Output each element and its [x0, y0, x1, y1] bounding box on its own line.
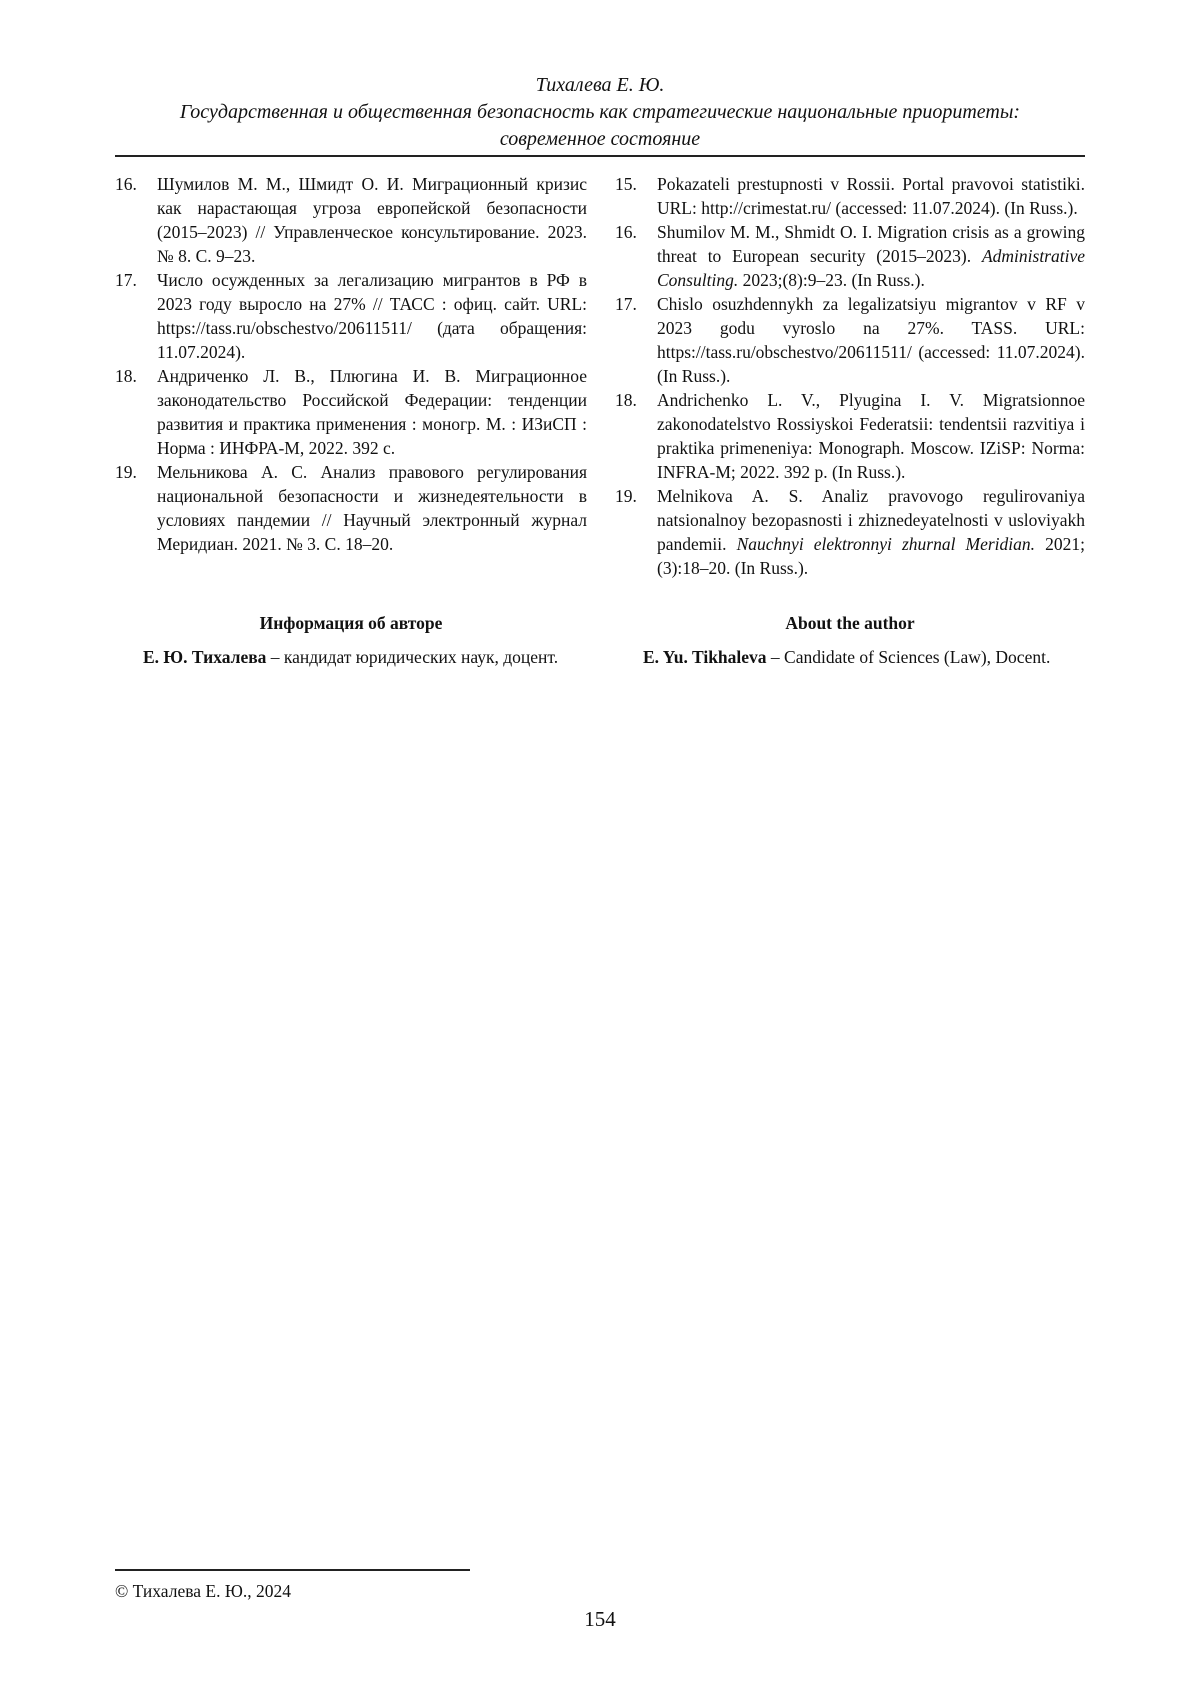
- reference-number: 19.: [115, 462, 137, 482]
- reference-number: 16.: [615, 222, 637, 242]
- reference-text: Pokazateli prestupnosti v Rossii. Portal pravovoi statistiki. URL: http://crimestat.ru/ (accessed: 11.07.2024). (In Russ.).: [657, 174, 1085, 218]
- reference-text: Мельникова А. С. Анализ правового регулирования национальной безопасности и жизнедеятельности в условиях пандемии // Научный электронный журнал Меридиан. 2021. № 3. С. 18–20.: [157, 462, 587, 554]
- author-text-ru: [115, 645, 587, 669]
- reference-item: [115, 172, 587, 268]
- copyright-notice: © Тихалева Е. Ю., 2024: [115, 1581, 291, 1601]
- reference-number: 18.: [115, 366, 137, 386]
- reference-number: 19.: [615, 486, 637, 506]
- running-head-author: Тихалева Е. Ю.: [535, 74, 665, 96]
- author-text-en: [615, 645, 1085, 669]
- reference-number: 15.: [615, 174, 637, 194]
- reference-item: [615, 220, 1085, 292]
- header-rule: [115, 155, 1085, 157]
- running-head: [115, 72, 1085, 153]
- reference-journal-title: Nauchnyi elektronnyi zhurnal Meridian.: [736, 534, 1036, 554]
- reference-item: [115, 268, 587, 364]
- reference-text: Шумилов М. М., Шмидт О. И. Миграционный кризис как нарастающая угроза европейской безопасности (2015–2023) // Управленческое консультирование. 2023. № 8. С. 9–23.: [157, 174, 587, 266]
- reference-text-tail: 2021;(3):18–20. (In Russ.).: [657, 534, 1086, 578]
- reference-item: [615, 484, 1085, 580]
- reference-text: Shumilov M. M., Shmidt O. I. Migration crisis as a growing threat to European security (2015–2023).: [657, 222, 1085, 266]
- reference-number: 17.: [615, 294, 637, 314]
- reference-text: Melnikova A. S. Analiz pravovogo regulirovaniya natsionalnoy bezopasnosti i zhiznedeyatelnosti v usloviyakh pandemii.: [657, 486, 1085, 554]
- reference-item: [615, 388, 1085, 484]
- reference-text: Andrichenko L. V., Plyugina I. V. Migratsionnoe zakonodatelstvo Rossiyskoi Federatsii: tendentsii razvitiya i praktika primeneniya: Monograph. Moscow. IZiSP: Norma: INFRA-M; 2022. 392 p. (In Russ.).: [657, 390, 1085, 482]
- author-name-ru: Е. Ю. Тихалева: [143, 647, 267, 667]
- reference-text: Chislo osuzhdennykh za legalizatsiyu migrantov v RF v 2023 godu vyroslo na 27%. TASS. URL: https://tass.ru/obschestvo/20611511/ (accessed: 11.07.2024). (In Russ.).: [657, 294, 1085, 386]
- references-en-list: [615, 172, 1085, 580]
- author-heading-en: About the author: [785, 613, 915, 633]
- running-head-title-line2: современное состояние: [499, 128, 701, 150]
- author-info-en: [615, 611, 1085, 669]
- reference-number: 18.: [615, 390, 637, 410]
- reference-number: 17.: [115, 270, 137, 290]
- page-number: 154: [584, 1607, 616, 1631]
- reference-text-tail: 2023;(8):9–23. (In Russ.).: [738, 270, 925, 290]
- references-ru-column: [115, 172, 587, 556]
- reference-text: Андриченко Л. В., Плюгина И. В. Миграционное законодательство Российской Федерации: тенденции развития и практика применения : моногр. М. : ИЗиСП : Норма : ИНФРА-М, 2022. 392 с.: [157, 366, 587, 458]
- reference-text: Число осужденных за легализацию мигрантов в РФ в 2023 году выросло на 27% // ТАСС : офиц. сайт. URL: https://tass.ru/obschestvo/20611511/ (дата обращения: 11.07.2024).: [157, 270, 587, 362]
- reference-item: [115, 364, 587, 460]
- author-name-en: E. Yu. Tikhaleva: [643, 647, 767, 667]
- running-head-title-line1: Государственная и общественная безопасность как стратегические национальные приоритеты:: [179, 101, 1021, 123]
- author-info-ru: [115, 611, 587, 669]
- author-desc-ru: – кандидат юридических наук, доцент.: [266, 647, 559, 667]
- reference-item: [615, 292, 1085, 388]
- author-desc-en: – Candidate of Sciences (Law), Docent.: [766, 647, 1051, 667]
- reference-item: [615, 172, 1085, 220]
- footnote-rule: [115, 1569, 470, 1571]
- author-heading-ru: Информация об авторе: [259, 613, 443, 633]
- reference-journal-title: Administrative Consulting.: [657, 246, 1085, 290]
- references-en-column: [615, 172, 1085, 580]
- references-ru-list: [115, 172, 587, 556]
- reference-item: [115, 460, 587, 556]
- reference-number: 16.: [115, 174, 137, 194]
